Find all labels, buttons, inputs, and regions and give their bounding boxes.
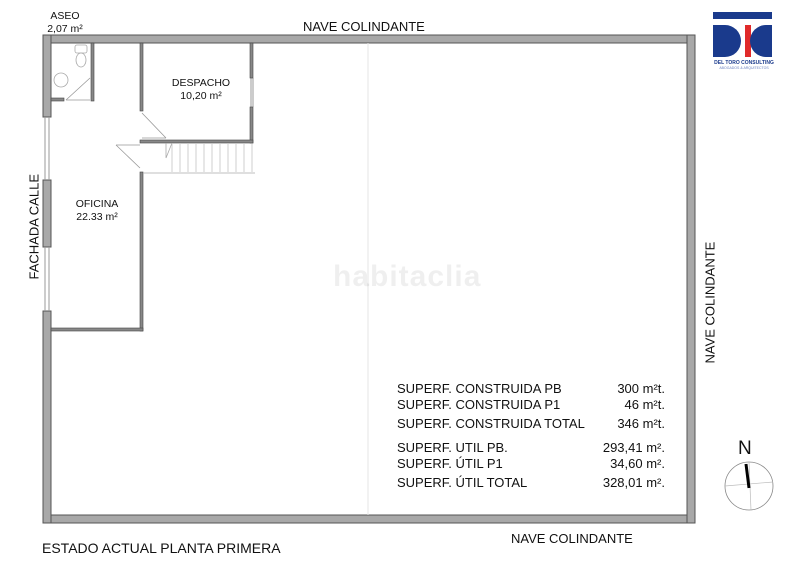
- del-toro-logo: [713, 12, 772, 57]
- surface-label: SUPERF. CONSTRUIDA TOTAL: [397, 416, 585, 431]
- boundary-bottom: NAVE COLINDANTE: [511, 531, 633, 546]
- wall-top: [43, 35, 695, 43]
- aseo-stub: [51, 98, 64, 101]
- wall-right: [687, 35, 695, 523]
- wall-left-3: [43, 311, 51, 523]
- surface-table: [397, 381, 665, 491]
- compass-icon: [725, 462, 773, 510]
- oficina-door: [116, 145, 140, 168]
- wall-left-2: [43, 180, 51, 247]
- oficina-right-wall: [140, 172, 143, 331]
- surface-label: SUPERF. UTIL PB.: [397, 440, 508, 455]
- surface-row: [397, 456, 665, 472]
- surface-row: [397, 416, 665, 432]
- despacho-bottom-wall: [140, 140, 253, 143]
- boundary-right: NAVE COLINDANTE: [702, 241, 718, 364]
- boundary-top: NAVE COLINDANTE: [303, 19, 425, 34]
- compass-north-label: N: [738, 438, 752, 459]
- logo-tagline: ABOGADOS & ARQUITECTOS: [719, 66, 769, 70]
- room-despacho: [156, 77, 246, 103]
- surface-value: 346 m²t.: [617, 416, 665, 431]
- aseo-wall: [91, 43, 94, 101]
- despacho-door: [142, 113, 166, 138]
- surface-label: SUPERF. ÚTIL TOTAL: [397, 475, 528, 490]
- room-name: ASEO: [50, 10, 80, 22]
- room-area: 22.33 m²: [76, 211, 118, 223]
- wall-bottom: [43, 515, 695, 523]
- room-name: DESPACHO: [171, 77, 231, 89]
- surface-row: [397, 397, 665, 413]
- room-name: OFICINA: [75, 198, 119, 210]
- wall-left-1: [43, 35, 51, 117]
- despacho-right-wall-1: [250, 43, 253, 78]
- surface-value: 293,41 m².: [602, 440, 665, 455]
- watermark: habitaclia: [333, 260, 482, 293]
- plan-title: ESTADO ACTUAL PLANTA PRIMERA: [42, 540, 281, 556]
- surface-value: 300 m²t.: [617, 381, 665, 396]
- room-area: 2,07 m²: [47, 23, 83, 35]
- room-oficina: [52, 198, 142, 224]
- surface-label: SUPERF. CONSTRUIDA P1: [397, 397, 561, 412]
- room-area: 10,20 m²: [180, 90, 222, 102]
- surface-value: 34,60 m².: [610, 456, 665, 471]
- surface-row: [397, 381, 665, 397]
- logo-name: DEL TORO CONSULTING: [714, 60, 774, 66]
- surface-row: [397, 475, 665, 491]
- oficina-bottom-wall: [51, 328, 143, 331]
- surface-value: 46 m²t.: [624, 397, 665, 412]
- room-aseo: [40, 10, 90, 36]
- surface-value: 328,01 m².: [602, 475, 665, 490]
- boundary-left: FACHADA CALLE: [26, 174, 42, 280]
- despacho-left-wall: [140, 43, 143, 111]
- surface-label: SUPERF. CONSTRUIDA PB: [397, 381, 562, 396]
- toilet-fixtures: [54, 45, 87, 87]
- despacho-right-wall-2: [250, 107, 253, 143]
- staircase: [143, 143, 255, 173]
- surface-label: SUPERF. ÚTIL P1: [397, 456, 503, 471]
- aseo-door: [66, 78, 90, 100]
- surface-row: [397, 440, 665, 456]
- window-lines: [45, 78, 253, 311]
